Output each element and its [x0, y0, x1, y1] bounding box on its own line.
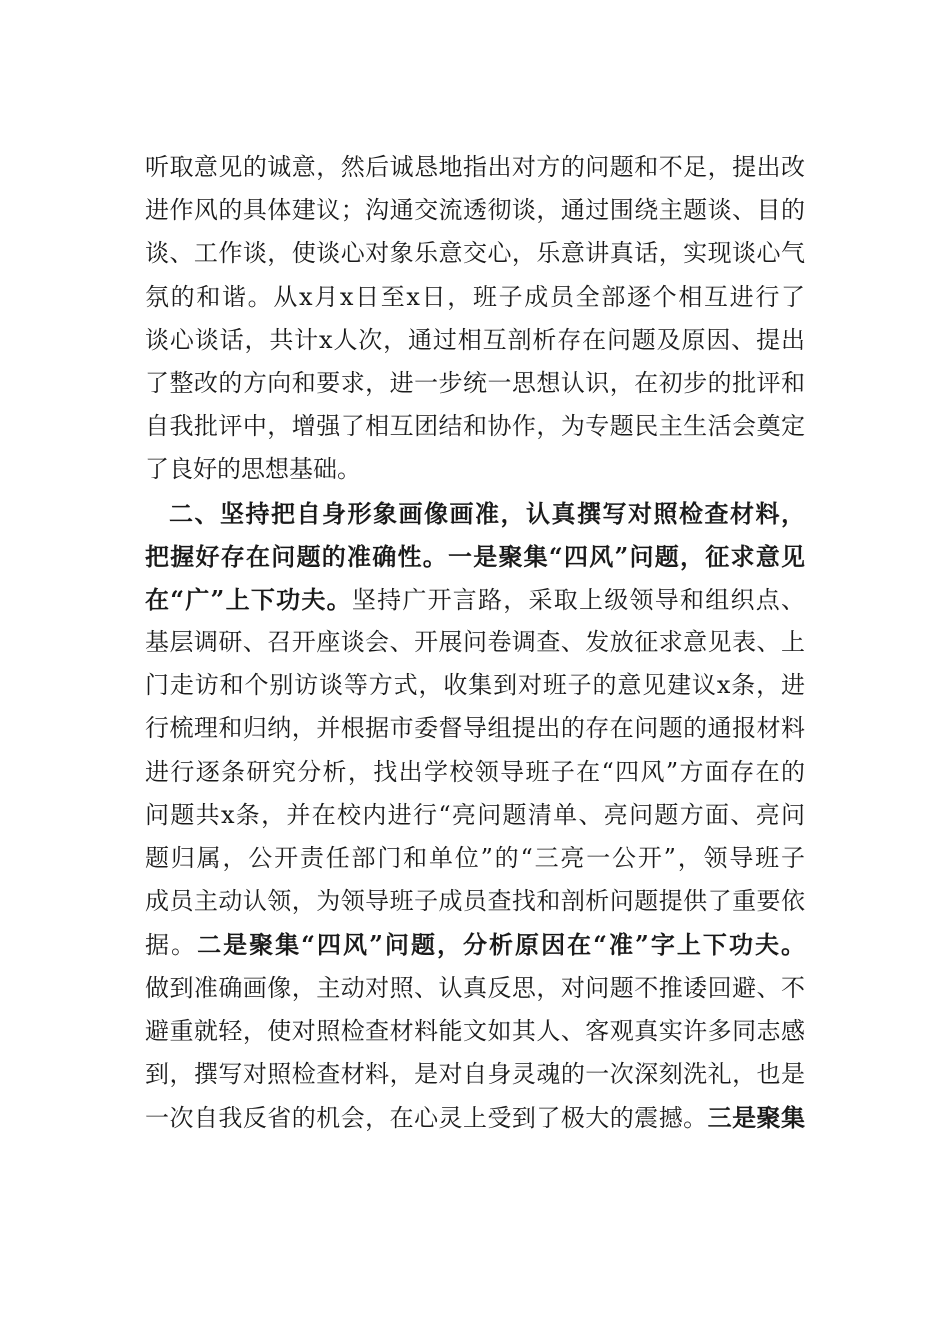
text-span: 据。	[145, 931, 198, 960]
document-body	[145, 146, 805, 1139]
text-line: 门走访和个别访谈等方式，收集到对班子的意见建议x条，进	[145, 671, 805, 700]
text-line: 问题共x条，并在校内进行“亮问题清单、亮问题方面、亮问	[145, 800, 805, 829]
text-line: 进行逐条研究分析，找出学校领导班子在“四风”方面存在的	[145, 757, 805, 786]
text-span: 坚持广开言路，采取上级领导和组织点、	[351, 585, 805, 614]
section-heading-line: 二、坚持把自身形象画像画准，认真撰写对照检查材料，	[169, 498, 805, 528]
paragraph-2	[145, 492, 805, 1140]
text-line: 基层调研、召开座谈会、开展问卷调查、发放征求意见表、上	[145, 628, 805, 657]
text-line	[145, 578, 805, 621]
text-span: 一次自我反省的机会，在心灵上受到了极大的震撼。	[145, 1104, 708, 1133]
text-line: 自我批评中，增强了相互团结和协作，为专题民主生活会奠定	[145, 412, 805, 441]
text-line: 题归属，公开责任部门和单位”的“三亮一公开”，领导班子	[145, 844, 805, 872]
bold-phrase: 二是聚集“四风”问题，分析原因在“准”字上下功夫。	[197, 930, 805, 960]
text-line: 到，撰写对照检查材料，是对自身灵魂的一次深刻洗礼，也是	[145, 1059, 805, 1088]
text-line: 听取意见的诚意，然后诚恳地指出对方的问题和不足，提出改	[145, 153, 805, 181]
text-line: 谈心谈话，共计x人次，通过相互剖析存在问题及原因、提出	[145, 325, 805, 354]
paragraph-1	[145, 146, 805, 492]
text-line	[145, 1096, 805, 1139]
text-line: 进作风的具体建议；沟通交流透彻谈，通过围绕主题谈、目的	[145, 196, 805, 225]
text-line: 了整改的方向和要求，进一步统一思想认识，在初步的批评和	[145, 368, 805, 397]
text-line: 氛的和谐。从x月x日至x日，班子成员全部逐个相互进行了	[145, 282, 805, 311]
text-line: 避重就轻，使对照检查材料能文如其人、客观真实许多同志感	[145, 1016, 805, 1045]
text-line: 行梳理和归纳，并根据市委督导组提出的存在问题的通报材料	[145, 714, 805, 743]
text-line	[145, 923, 805, 966]
text-line: 了良好的思想基础。	[145, 455, 361, 484]
section-heading-line: 把握好存在问题的准确性。一是聚集“四风”问题，征求意见	[145, 541, 805, 571]
text-line: 谈、工作谈，使谈心对象乐意交心，乐意讲真话，实现谈心气	[145, 239, 805, 268]
bold-phrase: 三是聚集	[707, 1103, 805, 1133]
bold-phrase: 在“广”上下功夫。	[145, 584, 352, 614]
text-line: 成员主动认领，为领导班子成员查找和剖析问题提供了重要依	[145, 887, 805, 916]
text-line: 做到准确画像，主动对照、认真反思，对问题不推诿回避、不	[145, 973, 805, 1002]
